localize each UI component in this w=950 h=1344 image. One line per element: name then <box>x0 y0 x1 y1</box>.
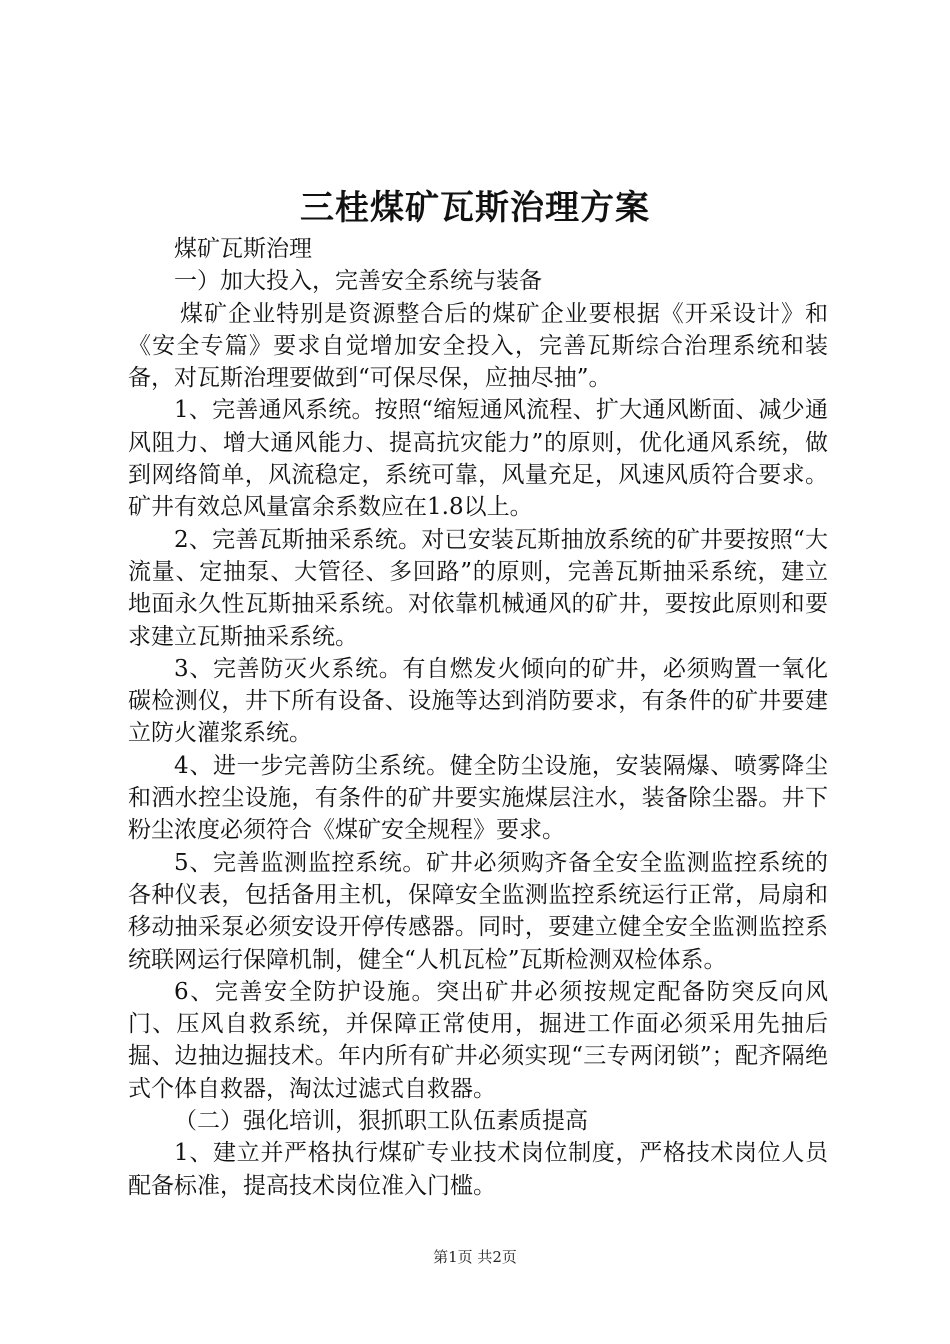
page-footer: 第1页 共2页 <box>433 1248 517 1266</box>
paragraph: 1、建立并严格执行煤矿专业技术岗位制度，严格技术岗位人员配备标准，提高技术岗位准入门槛。 <box>128 1140 828 1199</box>
section-heading-2: （二）强化培训，狠抓职工队伍素质提高 <box>174 1108 588 1135</box>
paragraph: 4、进一步完善防尘系统。健全防尘设施，安装隔爆、喷雾降尘和洒水控尘设施，有条件的矿井要实施煤层注水，装备除尘器。井下粉尘浓度必须符合《煤矿安全规程》要求。 <box>128 752 828 844</box>
paragraph: 1、完善通风系统。按照“缩短通风流程、扩大通风断面、减少通风阻力、增大通风能力、提高抗灾能力”的原则，优化通风系统，做到网络简单，风流稳定，系统可靠，风量充足，风速风质符合要求。矿井有效总风量富余系数应在1.8以上。 <box>128 397 828 521</box>
paragraph-heading: 煤矿瓦斯治理 <box>174 236 312 262</box>
document-body <box>128 233 828 1202</box>
document-title: 三桂煤矿瓦斯治理方案 <box>300 188 650 228</box>
paragraph: 3、完善防灭火系统。有自燃发火倾向的矿井，必须购置一氧化碳检测仪，井下所有设备、设施等达到消防要求，有条件的矿井要建立防火灌浆系统。 <box>128 655 828 747</box>
paragraph: 5、完善监测监控系统。矿井必须购齐备全安全监测监控系统的各种仪表，包括备用主机，保障安全监测监控系统运行正常，局扇和移动抽采泵必须安设开停传感器。同时，要建立健全安全监测监控系统联网运行保障机制，健全“人机瓦检”瓦斯检测双检体系。 <box>128 849 828 973</box>
section-heading-1: 一）加大投入，完善安全系统与装备 <box>174 268 542 295</box>
paragraph: 6、完善安全防护设施。突出矿井必须按规定配备防突反向风门、压风自救系统，并保障正常使用，掘进工作面必须采用先抽后掘、边抽边掘技术。年内所有矿井必须实现“三专两闭锁”；配齐隔绝式个体自救器，淘汰过滤式自救器。 <box>128 978 828 1102</box>
paragraph: 煤矿企业特别是资源整合后的煤矿企业要根据《开采设计》和《安全专篇》要求自觉增加安全投入，完善瓦斯综合治理系统和装备，对瓦斯治理要做到“可保尽保，应抽尽抽”。 <box>128 300 828 392</box>
paragraph: 2、完善瓦斯抽采系统。对已安装瓦斯抽放系统的矿井要按照“大流量、定抽泵、大管径、多回路”的原则，完善瓦斯抽采系统，建立地面永久性瓦斯抽采系统。对依靠机械通风的矿井，要按此原则和要求建立瓦斯抽采系统。 <box>128 526 828 650</box>
